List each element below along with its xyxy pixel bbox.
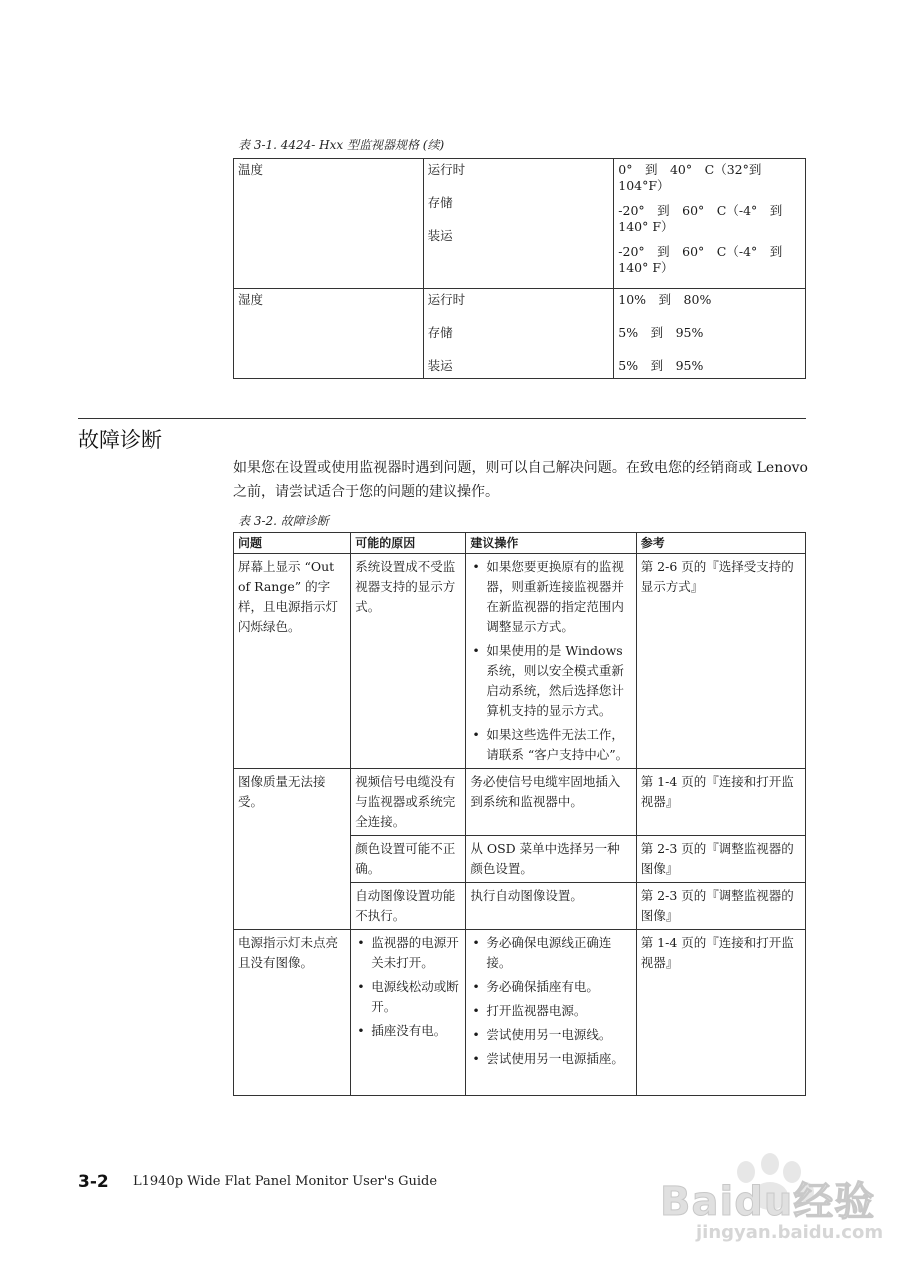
table-row — [234, 554, 806, 769]
table-header-row — [234, 533, 806, 554]
reference-cell: 第 2-3 页的『调整监视器的图像』 — [636, 836, 805, 883]
reference-cell: 第 1-4 页的『连接和打开监视器』 — [636, 930, 805, 1096]
column-header: 问题 — [234, 533, 351, 554]
spec-conditions — [423, 159, 614, 289]
action-item: • 务必确保电源线正确连接。 — [470, 933, 631, 973]
spec-value: 5% 到 95% — [618, 358, 704, 373]
column-header: 参考 — [636, 533, 805, 554]
spec-table — [233, 158, 806, 379]
column-header: 建议操作 — [466, 533, 636, 554]
spec-condition: 装运 — [427, 358, 453, 373]
table-row — [234, 289, 806, 379]
cause-item: • 电源线松动或断开。 — [355, 977, 461, 1017]
spec-value: 5% 到 95% — [618, 325, 704, 340]
problem-cell: 图像质量无法接受。 — [234, 769, 351, 930]
spec-value: 10% 到 80% — [618, 292, 712, 307]
action-cell: 从 OSD 菜单中选择另一种颜色设置。 — [466, 836, 636, 883]
cause-item: • 插座没有电。 — [355, 1021, 461, 1041]
action-cell: 务必使信号电缆牢固地插入到系统和监视器中。 — [466, 769, 636, 836]
spec-values — [614, 289, 806, 379]
action-item: • 如果使用的是 Windows 系统，则以安全模式重新启动系统，然后选择您计算机支持的显示方式。 — [470, 641, 631, 721]
spec-table-caption: 表 3-1. 4424- Hxx 型监视器规格 (续) — [238, 138, 445, 152]
cause-cell — [351, 930, 466, 1096]
problem-cell: 屏幕上显示 “Out of Range” 的字样，且电源指示灯闪烁绿色。 — [234, 554, 351, 769]
cause-item: • 监视器的电源开关未打开。 — [355, 933, 461, 973]
spec-label: 湿度 — [234, 289, 424, 379]
section-heading: 故障诊断 — [78, 428, 162, 452]
section-paragraph: 如果您在设置或使用监视器时遇到问题，则可以自己解决问题。在致电您的经销商或 Lenovo 之前，请尝试适合于您的问题的建议操作。 — [233, 460, 808, 500]
watermark-url: jingyan.baidu.com — [696, 1222, 884, 1243]
cause-cell: 颜色设置可能不正确。 — [351, 836, 466, 883]
spec-condition: 装运 — [427, 228, 453, 243]
cause-cell: 视频信号电缆没有与监视器或系统完全连接。 — [351, 769, 466, 836]
action-item: • 尝试使用另一电源插座。 — [470, 1049, 631, 1069]
spec-values — [614, 159, 806, 289]
table-row — [234, 769, 806, 836]
cause-cell: 系统设置成不受监视器支持的显示方式。 — [351, 554, 466, 769]
diag-table-caption: 表 3-2. 故障诊断 — [238, 514, 329, 528]
table-row — [234, 930, 806, 1096]
page-number: 3-2 — [78, 1172, 109, 1192]
spec-condition: 运行时 — [427, 162, 466, 177]
action-item: • 打开监视器电源。 — [470, 1001, 631, 1021]
column-header: 可能的原因 — [351, 533, 466, 554]
reference-cell: 第 2-6 页的『选择受支持的显示方式』 — [636, 554, 805, 769]
spec-label: 温度 — [234, 159, 424, 289]
action-item: • 尝试使用另一电源线。 — [470, 1025, 631, 1045]
table-row — [234, 159, 806, 289]
reference-cell: 第 2-3 页的『调整监视器的图像』 — [636, 883, 805, 930]
spec-conditions — [423, 289, 614, 379]
cause-cell: 自动图像设置功能不执行。 — [351, 883, 466, 930]
action-item: • 如果这些选件无法工作，请联系 “客户支持中心”。 — [470, 725, 631, 765]
action-cell — [466, 930, 636, 1096]
spec-value: 0° 到 40° C（32°到 104°F） — [618, 162, 762, 193]
spec-value: -20° 到 60° C（-4° 到 140° F） — [618, 244, 795, 275]
action-item: • 如果您要更换原有的监视器，则重新连接监视器并在新监视器的指定范围内调整显示方式。 — [470, 557, 631, 637]
problem-cell: 电源指示灯未点亮且没有图像。 — [234, 930, 351, 1096]
spec-condition: 运行时 — [427, 292, 466, 307]
section-divider — [78, 418, 806, 419]
action-item: • 务必确保插座有电。 — [470, 977, 631, 997]
spec-condition: 存储 — [427, 325, 453, 340]
action-cell: 执行自动图像设置。 — [466, 883, 636, 930]
diag-table — [233, 532, 806, 1096]
watermark-brand: Baidu经验 — [660, 1179, 876, 1225]
action-cell — [466, 554, 636, 769]
reference-cell: 第 1-4 页的『连接和打开监视器』 — [636, 769, 805, 836]
spec-condition: 存储 — [427, 195, 453, 210]
footer-title: L1940p Wide Flat Panel Monitor User's Guide — [133, 1174, 438, 1189]
spec-value: -20° 到 60° C（-4° 到 140° F） — [618, 203, 795, 234]
